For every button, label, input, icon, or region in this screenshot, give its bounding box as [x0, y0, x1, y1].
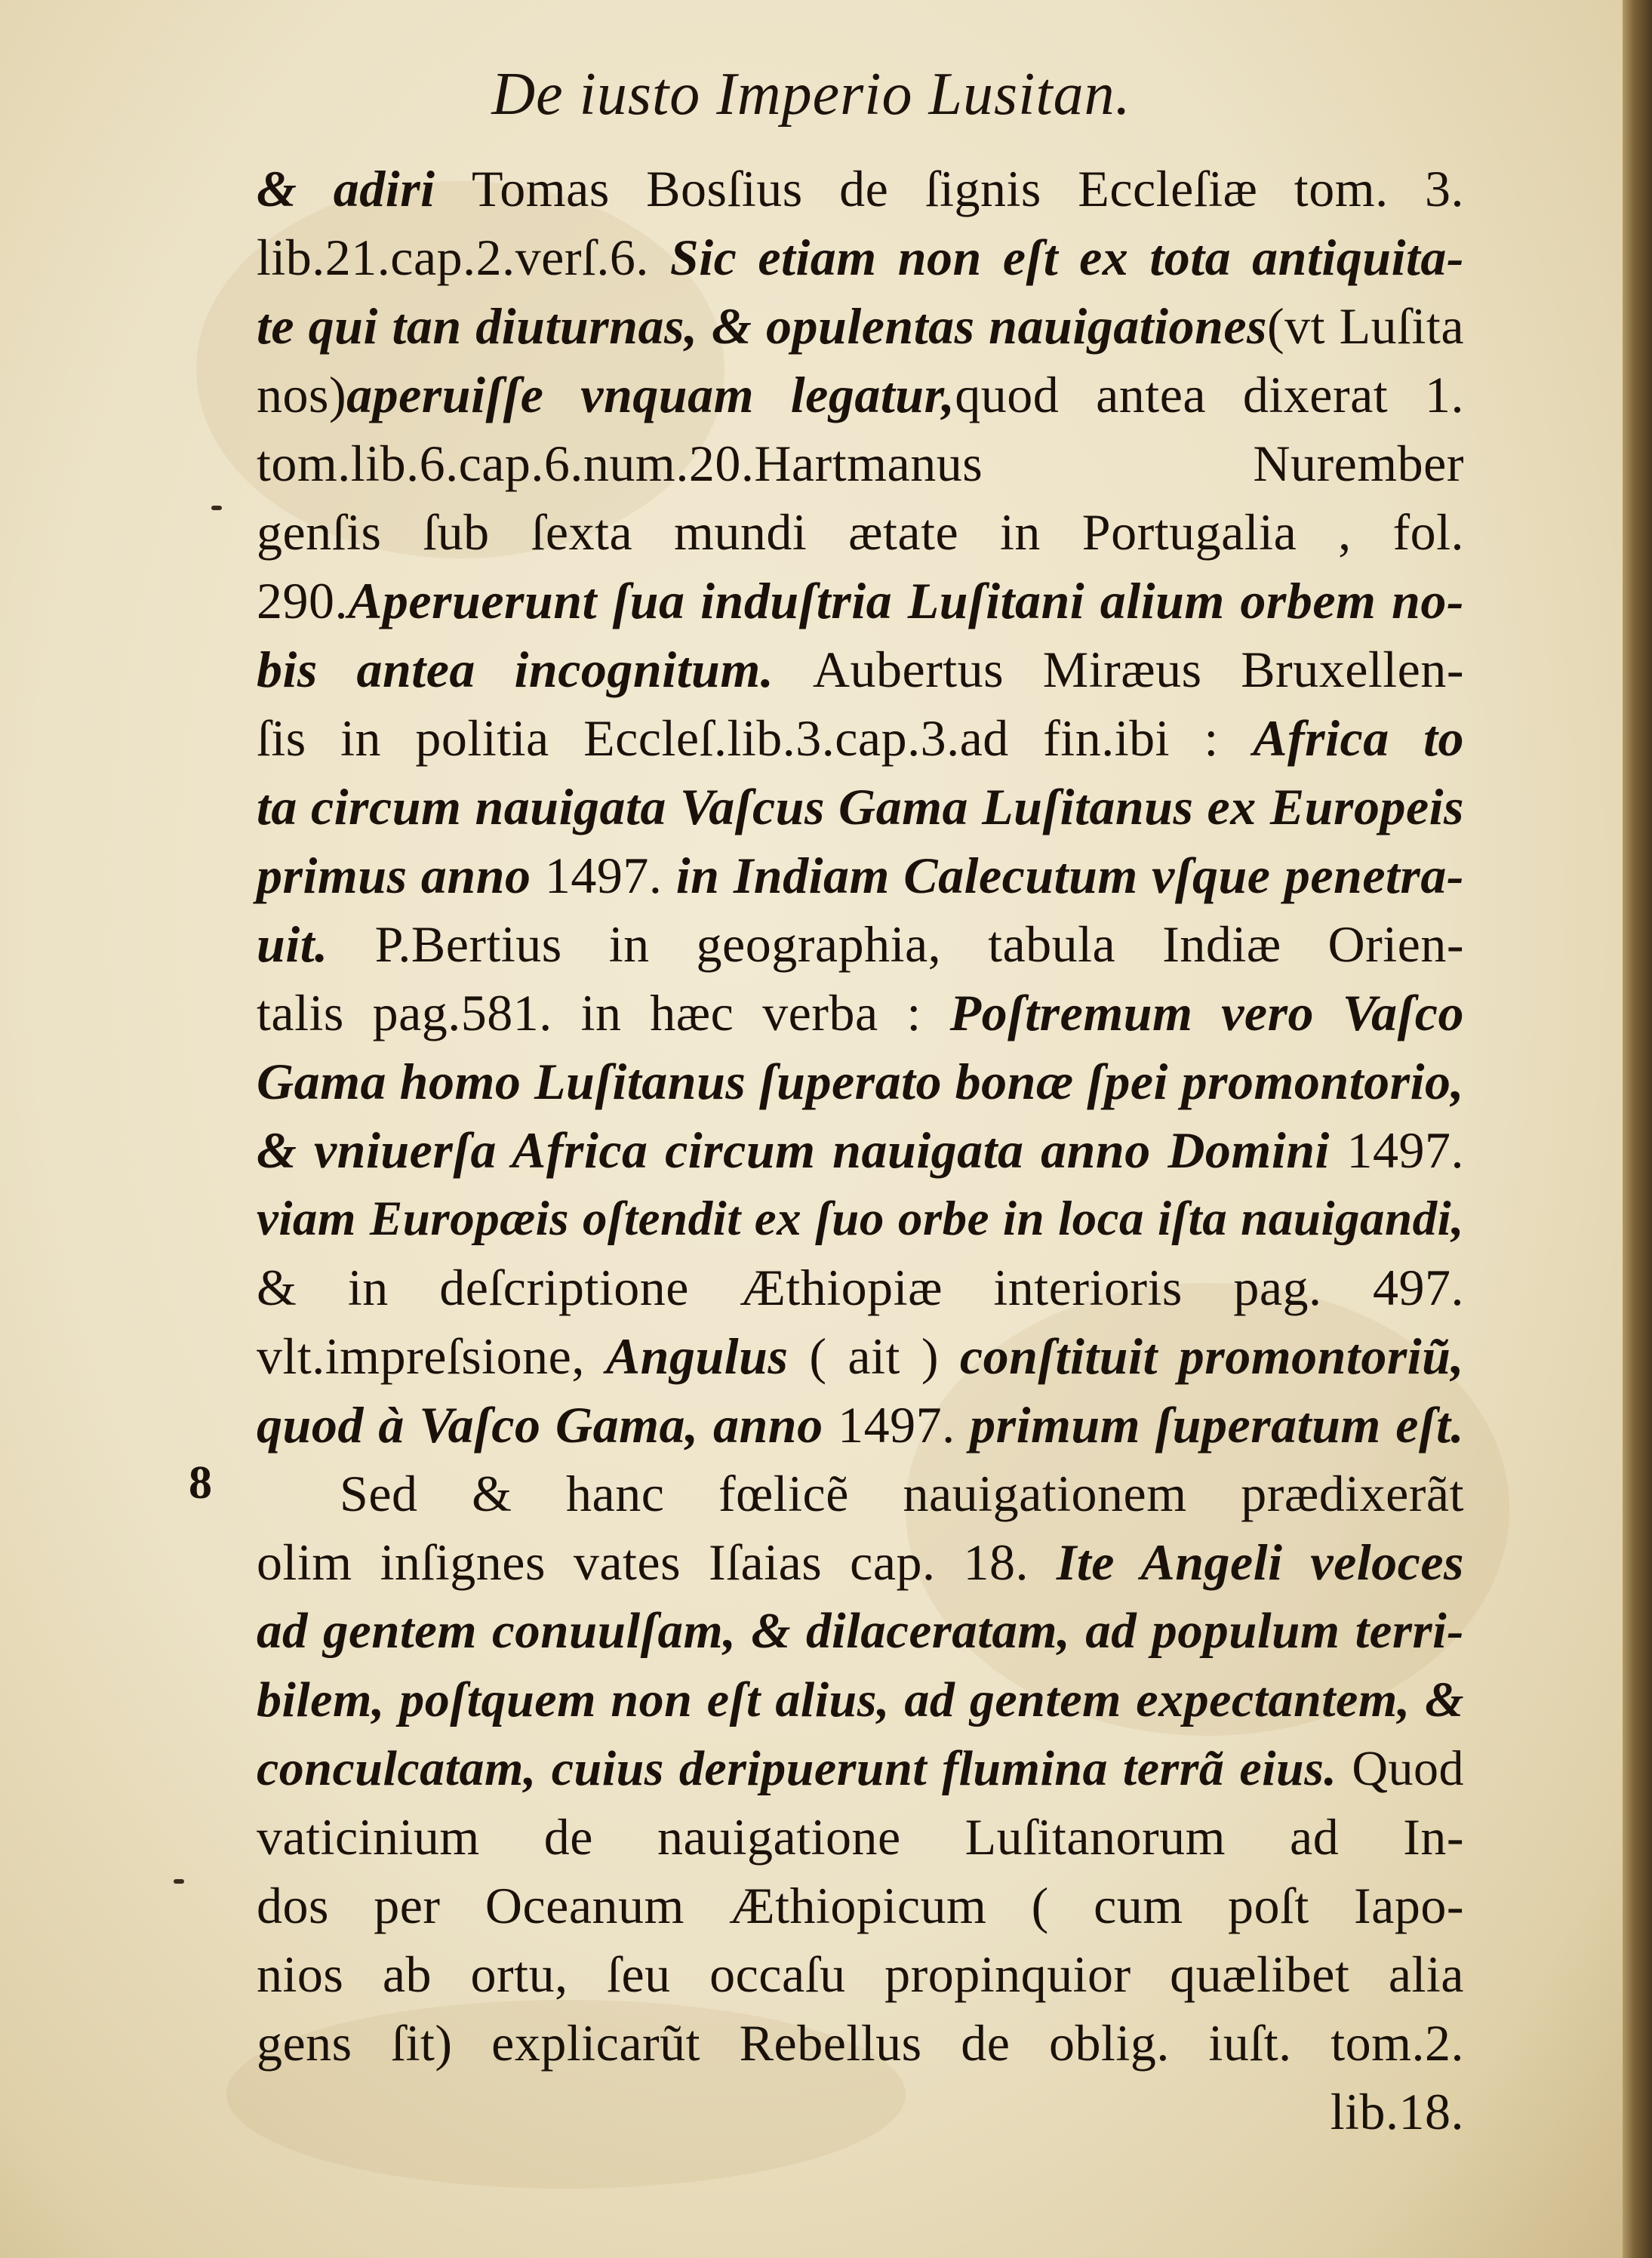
- italic-text-span: viam Europæis oſtendit ex ſuo orbe in loca iſta nauigandi,: [257, 1192, 1464, 1246]
- text-line: [257, 635, 1464, 704]
- text-line: [257, 979, 1464, 1047]
- text-line: [257, 1803, 1464, 1872]
- text-line: [257, 2009, 1464, 2078]
- text-line: [257, 910, 1464, 979]
- text-line: [257, 1391, 1464, 1460]
- text-line: [257, 773, 1464, 841]
- roman-text-span: genſis ſub ſexta mundi ætate in Portugalia , fol.: [257, 503, 1464, 561]
- roman-text-span: Quod: [1352, 1741, 1464, 1796]
- italic-text-span: bis antea incognitum.: [257, 641, 813, 698]
- italic-text-span: & adiri: [257, 160, 472, 217]
- italic-text-span: ad gentem conuulſam, & dilaceratam, ad populum terri-: [257, 1603, 1464, 1659]
- roman-text-span: Tomas Bosſius de ſignis Eccleſiæ tom. 3.: [471, 160, 1464, 217]
- text-line: [257, 292, 1464, 361]
- roman-text-span: (vt Luſita: [1266, 297, 1464, 355]
- roman-text-span: vaticinium de nauigatione Luſitanorum ad In-: [257, 1808, 1464, 1866]
- italic-text-span: uit.: [257, 915, 375, 973]
- roman-text-span: Sed & hanc fœlicẽ nauigationem prædixerãt: [340, 1465, 1464, 1522]
- italic-text-span: primus anno: [257, 847, 545, 904]
- text-line: [257, 1666, 1464, 1734]
- roman-text-span: ( ait ): [809, 1327, 960, 1385]
- page-edge: [1623, 0, 1652, 2258]
- text-line: [257, 704, 1464, 773]
- roman-text-span: talis pag.581. in hæc verba :: [257, 984, 950, 1041]
- text-line: [257, 2078, 1464, 2146]
- text-line: [257, 1460, 1464, 1528]
- text-line: [257, 1940, 1464, 2009]
- text-line: [257, 429, 1464, 498]
- text-line: [257, 1597, 1464, 1666]
- italic-text-span: ta circum nauigata Vaſcus Gama Luſitanus ex Europeis: [257, 778, 1464, 835]
- italic-text-span: aperuiſſe vnquam legatur,: [346, 366, 955, 423]
- italic-text-span: & vniuerſa Africa circum nauigata anno Domini: [257, 1121, 1347, 1179]
- italic-text-span: conculcatam, cuius deripuerunt flumina terrã eius.: [257, 1741, 1352, 1796]
- roman-text-span: ſis in politia Eccleſ.lib.3.cap.3.ad fin.ibi :: [257, 709, 1254, 767]
- text-line: [257, 498, 1464, 567]
- text-line: [257, 361, 1464, 429]
- italic-text-span: te qui tan diuturnas, & opulentas nauigationes: [257, 297, 1267, 355]
- roman-text-span: Aubertus Miræus Bruxellen-: [812, 641, 1464, 698]
- italic-text-span: in Indiam Calecutum vſque penetra-: [675, 847, 1464, 904]
- italic-text-span: quod à Vaſco Gama, anno: [257, 1396, 838, 1454]
- text-line: [257, 155, 1464, 223]
- roman-text-span: olim inſignes vates Iſaias cap. 18.: [257, 1534, 1057, 1591]
- italic-text-span: Aperuerunt ſua induſtria Luſitani alium orbem no-: [348, 572, 1464, 629]
- roman-text-span: 290.: [257, 572, 348, 629]
- text-line: [257, 841, 1464, 910]
- roman-text-span: 1497.: [1346, 1121, 1464, 1179]
- text-line: [257, 567, 1464, 635]
- italic-text-span: Gama homo Luſitanus ſuperato bonæ ſpei promontorio,: [257, 1053, 1464, 1110]
- roman-text-span: 1497.: [544, 847, 676, 904]
- roman-text-span: vlt.impreſsione,: [257, 1327, 606, 1385]
- italic-text-span: Ite Angeli veloces: [1056, 1534, 1464, 1591]
- text-line: [257, 1872, 1464, 1940]
- roman-text-span: quod antea dixerat 1.: [955, 366, 1464, 423]
- roman-text-span: nos): [257, 366, 347, 423]
- roman-text-span: 1497.: [838, 1396, 971, 1454]
- italic-text-span: Africa to: [1253, 709, 1464, 767]
- roman-text-span: lib.21.cap.2.verſ.6.: [257, 229, 670, 286]
- body-text: [257, 155, 1464, 2146]
- margin-smudge: [174, 1879, 184, 1884]
- text-line: [257, 1047, 1464, 1116]
- text-line: [257, 1116, 1464, 1185]
- roman-text-span: lib.18.: [1330, 2083, 1464, 2140]
- italic-text-span: conſtituit promontoriũ,: [959, 1327, 1464, 1385]
- roman-text-span: gens ſit) explicarũt Rebellus de oblig. iuſt. tom.2.: [257, 2014, 1464, 2072]
- text-line: [257, 1254, 1464, 1322]
- roman-text-span: tom.lib.6.cap.6.num.20.Hartmanus Nurember: [257, 435, 1464, 492]
- margin-smudge: [211, 506, 222, 510]
- text-line: [257, 1528, 1464, 1597]
- italic-text-span: Poſtremum vero Vaſco: [949, 984, 1464, 1041]
- text-line: [257, 1734, 1464, 1803]
- italic-text-span: Angulus: [605, 1327, 810, 1385]
- text-line: [257, 223, 1464, 292]
- italic-text-span: primum ſuperatum eſt.: [970, 1396, 1464, 1454]
- running-head: De iusto Imperio Lusitan.: [491, 61, 1131, 128]
- marginal-paragraph-number: 8: [189, 1457, 212, 1509]
- text-line: [257, 1322, 1464, 1391]
- roman-text-span: dos per Oceanum Æthiopicum ( cum poſt Iapo-: [257, 1877, 1464, 1934]
- roman-text-span: nios ab ortu, ſeu occaſu propinquior quælibet alia: [257, 1946, 1464, 2003]
- italic-text-span: bilem, poſtquem non eſt alius, ad gentem expectantem, &: [257, 1672, 1464, 1727]
- italic-text-span: Sic etiam non eſt ex tota antiquita-: [669, 229, 1464, 286]
- roman-text-span: P.Bertius in geographia, tabula Indiæ Orien-: [374, 915, 1464, 973]
- roman-text-span: & in deſcriptione Æthiopiæ interioris pag. 497.: [257, 1259, 1464, 1316]
- text-line: [257, 1185, 1464, 1254]
